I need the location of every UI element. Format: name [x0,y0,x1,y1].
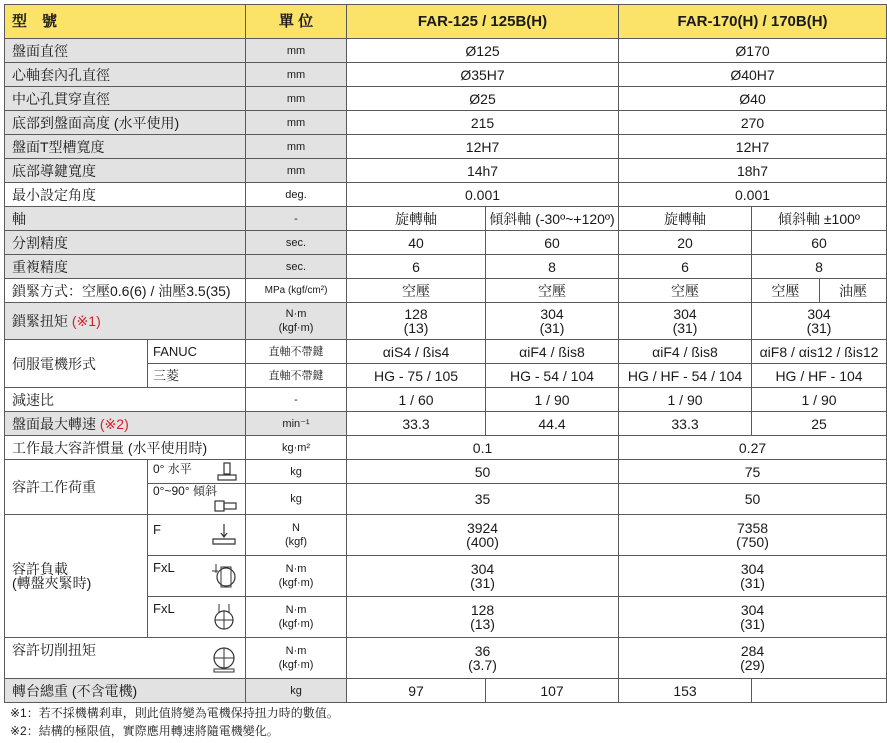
row-guide-key: 底部導鍵寬度 mm 14h7 18h7 [5,159,887,183]
header-col-far170: FAR-170(H) / 170B(H) [619,5,887,39]
row-center-height: 底部到盤面高度 (水平使用) mm 215 270 [5,111,887,135]
row-axis: 軸 - 旋轉軸 傾斜軸 (-30º~+120º) 旋轉軸 傾斜軸 ±100º [5,207,887,231]
cutting-torque-icon [210,643,238,673]
row-clamped-load-fxl-1: FxL N·m (kgf·m) 304 (31) 304 (31) [5,556,887,597]
moment-load-icon [210,561,238,591]
axial-force-icon [210,523,238,547]
horizontal-table-icon [216,462,238,482]
tilted-table-icon [214,498,238,514]
row-cutting-torque: 容許切削扭矩 N·m (kgf·m) 36 (3.7) 284 (29) [5,638,887,679]
row-clamped-load-f: 容許負載 (轉盤夾緊時) F N (kgf) 3924 (400) 7358 (750) [5,515,887,556]
row-reduction-ratio: 減速比 - 1 / 60 1 / 90 1 / 90 1 / 90 [5,388,887,412]
row-min-angle: 最小設定角度 deg. 0.001 0.001 [5,183,887,207]
row-face-diameter: 盤面直徑 mm Ø125 Ø170 [5,39,887,63]
row-through-hole: 中心孔貫穿直徑 mm Ø25 Ø40 [5,87,887,111]
row-repeat-accuracy: 重複精度 sec. 6 8 6 8 [5,255,887,279]
row-total-weight: 轉台總重 (不含電機) kg 97 107 153 [5,679,887,703]
row-load-tilted: 0°~90° 傾斜 kg 35 50 [5,484,887,515]
row-clamped-load-fxl-2: FxL N·m (kgf·m) 128 (13) 304 (31) [5,597,887,638]
note-ref-2: (※2) [99,415,129,432]
row-division-accuracy: 分割精度 sec. 40 60 20 60 [5,231,887,255]
row-t-slot: 盤面T型槽寬度 mm 12H7 12H7 [5,135,887,159]
row-load-horizontal: 容許工作荷重 0° 水平 kg 50 75 [5,460,887,484]
row-spindle-bore: 心軸套內孔直徑 mm Ø35H7 Ø40H7 [5,63,887,87]
row-clamp-torque: 鎖緊扭矩 (※1) N·m (kgf·m) 128 (13) 304 (31) 304 (31) 304 (31) [5,303,887,340]
header-model: 型 號 [5,5,246,39]
note-ref-1: (※1) [71,313,101,329]
row-clamp-method: 鎖緊方式：空壓0.6(6) / 油壓3.5(35) MPa (kgf/cm²) 空壓 空壓 空壓 空壓 油壓 [5,279,887,303]
header-unit: 單 位 [246,5,347,39]
spec-table [4,4,887,703]
footnotes [10,704,339,740]
footnote-1: ※1：若不採機構剎車，則此值將變為電機保持扭力時的數值。 [10,706,339,720]
row-max-inertia: 工作最大容許慣量 (水平使用時) kg·m² 0.1 0.27 [5,436,887,460]
footnote-2: ※2：結構的極限值，實際應用轉速將隨電機變化。 [10,724,279,738]
row-max-speed: 盤面最大轉速 (※2) min⁻¹ 33.3 44.4 33.3 25 [5,412,887,436]
row-servo-mitsubishi: 三菱 直軸不帶鍵 HG - 75 / 105 HG - 54 / 104 HG / HF - 54 / 104 HG / HF - 104 [5,364,887,388]
header-row [5,5,887,39]
header-col-far125: FAR-125 / 125B(H) [347,5,619,39]
row-servo-fanuc: 伺服電機形式 FANUC 直軸不帶鍵 αiS4 / ßis4 αiF4 / ßis8 αiF4 / ßis8 αiF8 / αis12 / ßis12 [5,340,887,364]
tilting-moment-icon [210,602,238,632]
